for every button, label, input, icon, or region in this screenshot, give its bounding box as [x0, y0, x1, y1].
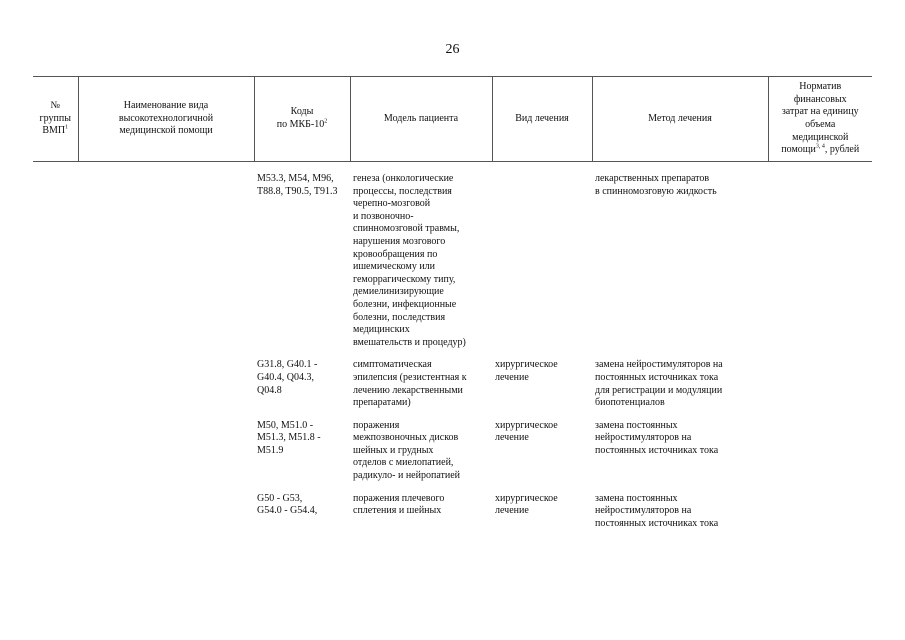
cell-model: поражения межпозвоночных дисков шейных и грудных отделов с миелопатией, радикуло- и нейропатией — [353, 419, 461, 482]
cell-model: генеза (онкологические процессы, последствия черепно-мозговой и позвоночно- спинномозговой травмы, нарушения мозгового кровообращения по ишемическому или геморрагическому типу, демиелинизирующие болезни, инфекционные болезни, последствия медицинских вмешательств и процедур) — [353, 173, 466, 348]
cell-codes: G31.8, G40.1 - G40.4, Q04.3, Q04.8 — [257, 359, 318, 396]
cell-cost — [768, 493, 872, 541]
page-number: 26 — [445, 42, 460, 57]
cell-method: замена постоянных нейростимуляторов на постоянных источниках тока — [595, 492, 719, 529]
cell-treatment: хирургическое лечение — [495, 419, 558, 444]
header-cost-norm: Норматив финансовых затрат на единицу объема медицинской помощи$^{3, 4}$, рублей — [768, 77, 872, 162]
cell-group — [33, 420, 78, 493]
cell-cost — [768, 359, 872, 419]
table-row — [33, 162, 872, 360]
header-row — [33, 77, 872, 162]
header-treatment-type: Вид лечения — [492, 77, 592, 162]
cell-model: поражения плечевого сплетения и шейных — [353, 492, 445, 517]
cell-treatment: хирургическое лечение — [495, 359, 558, 383]
cell-method: замена нейростимуляторов на постоянных источниках тока для регистрации и модуляции биопотенциалов — [595, 359, 723, 409]
table-row — [33, 359, 872, 419]
cell-model: симптоматическая эпилепсия (резистентная к лечению лекарственными препаратами) — [353, 359, 467, 409]
cell-codes: M50, M51.0 - M51.3, M51.8 - M51.9 — [257, 419, 321, 456]
cell-group — [33, 162, 78, 360]
table-row — [33, 420, 872, 493]
cell-name — [78, 162, 254, 360]
cell-method: лекарственных препаратов в спинномозговую жидкость — [595, 173, 717, 197]
header-care-type-name: Наименование вида высокотехнологичной медицинской помощи — [78, 77, 254, 162]
header-treatment-method: Метод лечения — [592, 77, 768, 162]
cell-method: замена постоянных нейростимуляторов на постоянных источниках тока — [595, 419, 719, 456]
cell-name — [78, 359, 254, 419]
cell-codes: M53.3, M54, M96, T88.8, T90.5, T91.3 — [257, 173, 338, 197]
cell-treatment — [492, 162, 592, 360]
header-group-number: № группы ВМП$^1$ — [33, 77, 78, 162]
cell-name — [78, 493, 254, 541]
cell-cost — [768, 420, 872, 493]
header-icd-codes: Коды по МКБ-$10^2$ — [254, 77, 350, 162]
vmp-table — [33, 76, 872, 540]
table-row — [33, 493, 872, 541]
header-patient-model: Модель пациента — [350, 77, 492, 162]
cell-treatment: хирургическое лечение — [495, 492, 558, 517]
cell-group — [33, 493, 78, 541]
cell-group — [33, 359, 78, 419]
cell-codes: G50 - G53, G54.0 - G54.4, — [257, 492, 318, 517]
cell-name — [78, 420, 254, 493]
cell-cost — [768, 162, 872, 360]
